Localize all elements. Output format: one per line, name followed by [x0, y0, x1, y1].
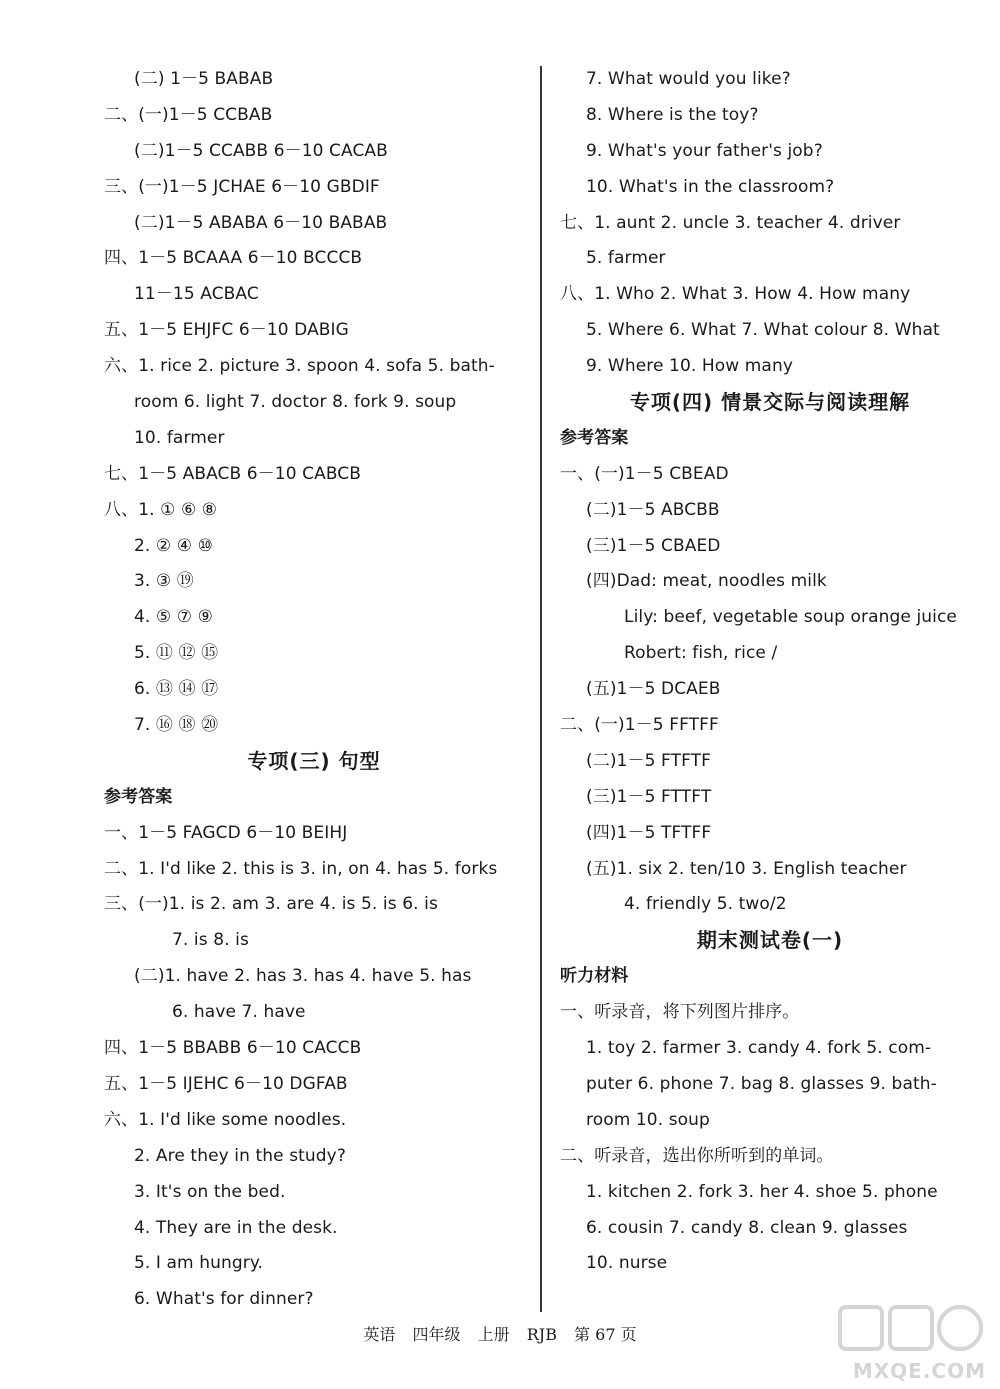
watermark-icon	[836, 1299, 986, 1359]
right-answer-line: 八、1. Who 2. What 3. How 4. How many	[560, 284, 911, 305]
right-section-heading: 专项(四) 情景交际与阅读理解	[629, 390, 911, 415]
right-answer-line: room 10. soup	[586, 1109, 710, 1130]
left-answer-line: 6. What's for dinner?	[134, 1289, 314, 1310]
left-answer-line: 6. have 7. have	[172, 1002, 306, 1023]
left-answer-line: 四、1－5 BCAAA 6－10 BCCCB	[104, 248, 363, 269]
left-answer-line: 2. Are they in the study?	[134, 1145, 346, 1166]
left-answer-line: 2. ② ④ ⑩	[134, 535, 213, 556]
footer-edition: RJB	[526, 1325, 557, 1344]
left-answer-line: 3. ③ ⑲	[134, 571, 194, 592]
right-answer-line: 5. Where 6. What 7. What colour 8. What	[586, 320, 940, 341]
watermark-logo	[836, 1299, 986, 1383]
right-answer-line: (四)1－5 TFTFF	[586, 822, 712, 843]
left-answer-line: 10. farmer	[134, 427, 225, 448]
left-answer-line: 11－15 ACBAC	[134, 284, 259, 305]
left-column	[104, 62, 524, 1318]
watermark-text: MXQE.COM	[852, 1359, 986, 1383]
left-answer-line: 八、1. ① ⑥ ⑧	[104, 499, 218, 520]
footer-page-number: 第 67 页	[574, 1325, 637, 1344]
right-answer-line: Robert: fish, rice /	[624, 643, 778, 664]
right-answer-line: (三)1－5 FTTFT	[586, 786, 712, 807]
left-answer-line: 7. is 8. is	[172, 930, 249, 951]
left-answer-line: 二、(一)1－5 CCBAB	[104, 104, 273, 125]
left-answer-line: 五、1－5 IJEHC 6－10 DGFAB	[104, 1073, 348, 1094]
left-answer-line: 四、1－5 BBABB 6－10 CACCB	[104, 1038, 362, 1059]
left-answer-line: 三、(一)1－5 JCHAE 6－10 GBDIF	[104, 176, 380, 197]
left-answer-line: 7. ⑯ ⑱ ⑳	[134, 715, 219, 736]
right-section-heading: 期末测试卷(一)	[696, 928, 844, 953]
left-answer-line: (二)1－5 ABABA 6－10 BABAB	[134, 212, 388, 233]
left-answer-line: 七、1－5 ABACB 6－10 CABCB	[104, 463, 362, 484]
right-answer-line: 二、听录音，选出你所听到的单词。	[560, 1145, 834, 1166]
left-answer-line: (二)1. have 2. has 3. has 4. have 5. has	[134, 966, 472, 987]
left-answer-line: 一、1－5 FAGCD 6－10 BEIHJ	[104, 822, 348, 843]
right-answer-line: 9. Where 10. How many	[586, 356, 793, 377]
footer-subject: 英语	[363, 1325, 396, 1344]
right-answer-line: (二)1－5 ABCBB	[586, 499, 720, 520]
left-answer-line: 4. ⑤ ⑦ ⑨	[134, 607, 213, 628]
right-column	[560, 62, 980, 1282]
left-answer-line: (二)1－5 CCABB 6－10 CACAB	[134, 140, 388, 161]
right-answer-line: puter 6. phone 7. bag 8. glasses 9. bath-	[586, 1073, 937, 1094]
left-answer-line: 五、1－5 EHJFC 6－10 DABIG	[104, 320, 349, 341]
left-answer-line: 6. ⑬ ⑭ ⑰	[134, 679, 219, 700]
left-subheading: 参考答案	[104, 786, 173, 807]
right-answer-line: 8. Where is the toy?	[586, 104, 759, 125]
right-answer-line: (三)1－5 CBAED	[586, 535, 721, 556]
right-answer-line: (四)Dad: meat, noodles milk	[586, 571, 827, 592]
right-answer-line: 4. friendly 5. two/2	[624, 894, 787, 915]
left-answer-line: (二) 1－5 BABAB	[134, 69, 274, 89]
column-divider	[540, 66, 542, 1312]
right-answer-line: 6. cousin 7. candy 8. clean 9. glasses	[586, 1217, 908, 1238]
right-answer-line: Lily: beef, vegetable soup orange juice	[624, 607, 957, 628]
right-answer-line: 二、(一)1－5 FFTFF	[560, 715, 719, 736]
left-answer-line: 5. ⑪ ⑫ ⑮	[134, 643, 219, 664]
right-answer-line: 七、1. aunt 2. uncle 3. teacher 4. driver	[560, 212, 901, 233]
right-answer-line: 10. nurse	[586, 1253, 668, 1274]
left-answer-line: 二、1. I'd like 2. this is 3. in, on 4. has 5. forks	[104, 858, 498, 879]
left-answer-line: 六、1. I'd like some noodles.	[104, 1109, 347, 1130]
left-answer-line: 4. They are in the desk.	[134, 1217, 338, 1238]
right-subheading: 听力材料	[560, 966, 629, 987]
right-answer-line: 一、(一)1－5 CBEAD	[560, 463, 729, 484]
left-section-heading: 专项(三) 句型	[247, 748, 381, 773]
right-answer-line: 5. farmer	[586, 248, 666, 269]
right-answer-line: 一、听录音，将下列图片排序。	[560, 1002, 800, 1023]
right-subheading: 参考答案	[560, 427, 629, 448]
left-answer-line: 三、(一)1. is 2. am 3. are 4. is 5. is 6. is	[104, 894, 438, 915]
footer-grade: 四年级	[412, 1325, 461, 1344]
right-answer-line: 1. toy 2. farmer 3. candy 4. fork 5. com-	[586, 1038, 932, 1059]
left-answer-line: 六、1. rice 2. picture 3. spoon 4. sofa 5. bath-	[104, 356, 495, 377]
right-answer-line: (二)1－5 FTFTF	[586, 750, 712, 771]
right-answer-line: 1. kitchen 2. fork 3. her 4. shoe 5. phone	[586, 1181, 938, 1202]
right-answer-line: (五)1－5 DCAEB	[586, 679, 721, 700]
left-answer-line: room 6. light 7. doctor 8. fork 9. soup	[134, 392, 457, 413]
right-answer-line: 10. What's in the classroom?	[586, 176, 835, 197]
right-answer-line: 9. What's your father's job?	[586, 140, 823, 161]
footer-volume: 上册	[477, 1325, 510, 1344]
left-answer-line: 5. I am hungry.	[134, 1253, 264, 1274]
left-answer-line: 3. It's on the bed.	[134, 1181, 286, 1202]
right-answer-line: 7. What would you like?	[586, 69, 791, 89]
right-answer-line: (五)1. six 2. ten/10 3. English teacher	[586, 858, 907, 879]
